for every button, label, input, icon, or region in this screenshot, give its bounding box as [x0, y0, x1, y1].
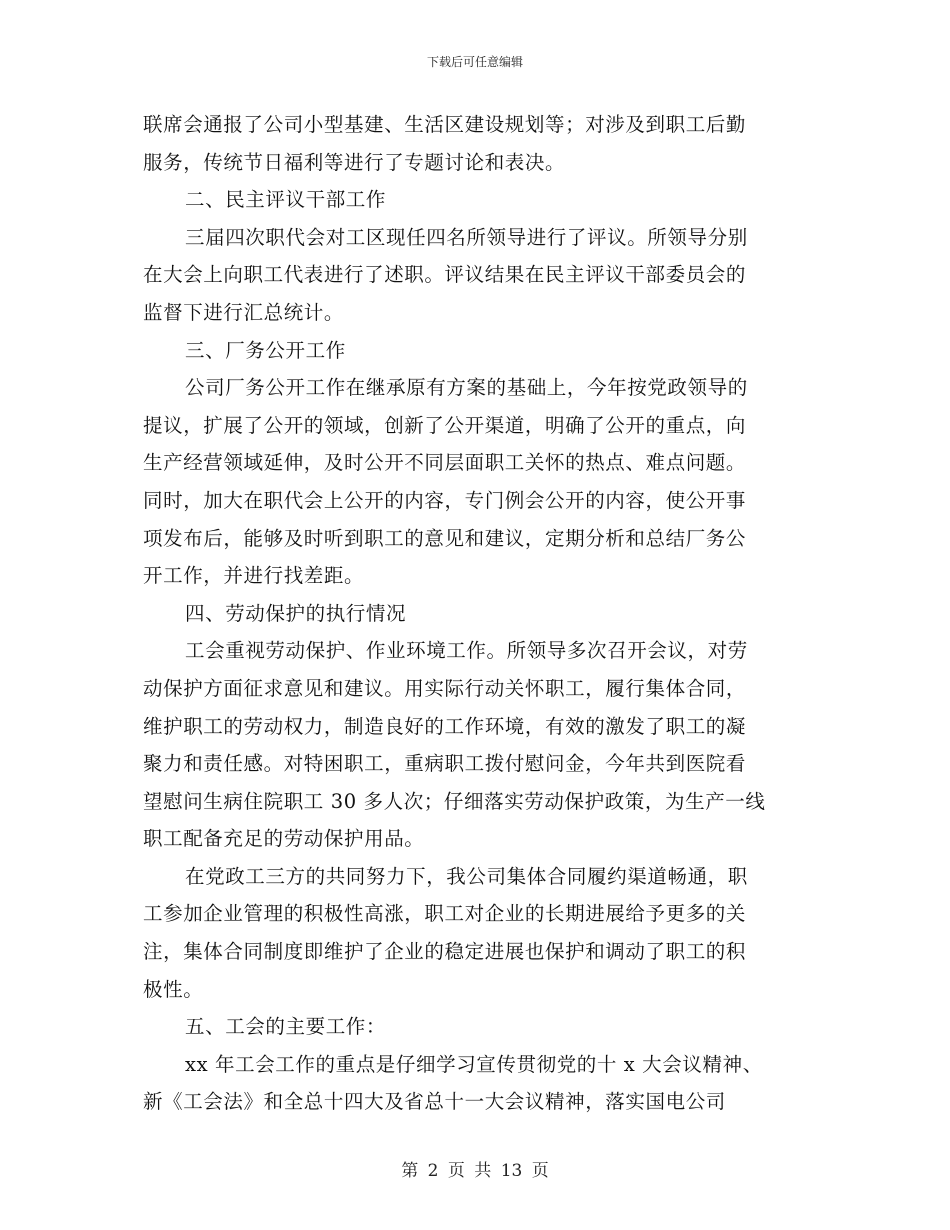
- text-line: 四、劳动保护的执行情况: [185, 601, 407, 625]
- text-line: 三届四次职代会对工区现任四名所领导进行了评议。所领导分别: [185, 225, 748, 249]
- text-line: 工参加企业管理的积极性高涨，职工对企业的长期进展给予更多的关: [143, 902, 747, 926]
- text-line: 聚力和责任感。对特困职工，重病职工拨付慰问金，今年共到医院看: [143, 752, 747, 776]
- text-line: 极性。: [143, 977, 204, 1001]
- page-footer: 第 2 页 共 13 页: [401, 1161, 549, 1181]
- text-line: 在党政工三方的共同努力下，我公司集体合同履约渠道畅通，职: [185, 864, 748, 888]
- text-line: 注，集体合同制度即维护了企业的稳定进展也保护和调动了职工的积: [143, 940, 747, 964]
- text-line: 在大会上向职工代表进行了述职。评议结果在民主评议干部委员会的: [143, 263, 747, 287]
- text-line: 同时，加大在职代会上公开的内容，专门例会公开的内容，使公开事: [143, 488, 747, 512]
- page-header: 下载后可任意编辑: [426, 55, 523, 69]
- text-line: 望慰问生病住院职工 30 多人次；仔细落实劳动保护政策，为生产一线: [143, 789, 766, 813]
- text-line: 新《工会法》和全总十四大及省总十一大会议精神，落实国电公司: [143, 1090, 726, 1114]
- text-line: xx 年工会工作的重点是仔细学习宣传贯彻党的十 x 大会议精神、: [185, 1052, 763, 1076]
- text-line: 项发布后，能够及时听到职工的意见和建议，定期分析和总结厂务公: [143, 526, 747, 550]
- text-line: 生产经营领域延伸，及时公开不同层面职工关怀的热点、难点问题。: [143, 451, 747, 475]
- text-line: 二、民主评议干部工作: [185, 188, 387, 212]
- text-line: 职工配备充足的劳动保护用品。: [143, 827, 425, 851]
- text-line: 工会重视劳动保护、作业环境工作。所领导多次召开会议，对劳: [185, 639, 748, 663]
- text-line: 提议，扩展了公开的领域，创新了公开渠道，明确了公开的重点，向: [143, 413, 747, 437]
- text-line: 联席会通报了公司小型基建、生活区建设规划等；对涉及到职工后勤: [143, 113, 747, 136]
- text-line: 三、厂务公开工作: [185, 338, 346, 362]
- text-line: 监督下进行汇总统计。: [143, 300, 345, 324]
- text-line: 服务，传统节日福利等进行了专题讨论和表决。: [143, 150, 566, 174]
- text-line: 开工作，并进行找差距。: [143, 564, 365, 588]
- text-line: 公司厂务公开工作在继承原有方案的基础上，今年按党政领导的: [185, 376, 748, 400]
- document-body: [143, 106, 808, 1121]
- text-line: 维护职工的劳动权力，制造良好的工作环境，有效的激发了职工的凝: [143, 714, 747, 738]
- text-line: 五、工会的主要工作：: [185, 1015, 387, 1039]
- text-line: 动保护方面征求意见和建议。用实际行动关怀职工，履行集体合同，: [143, 676, 747, 700]
